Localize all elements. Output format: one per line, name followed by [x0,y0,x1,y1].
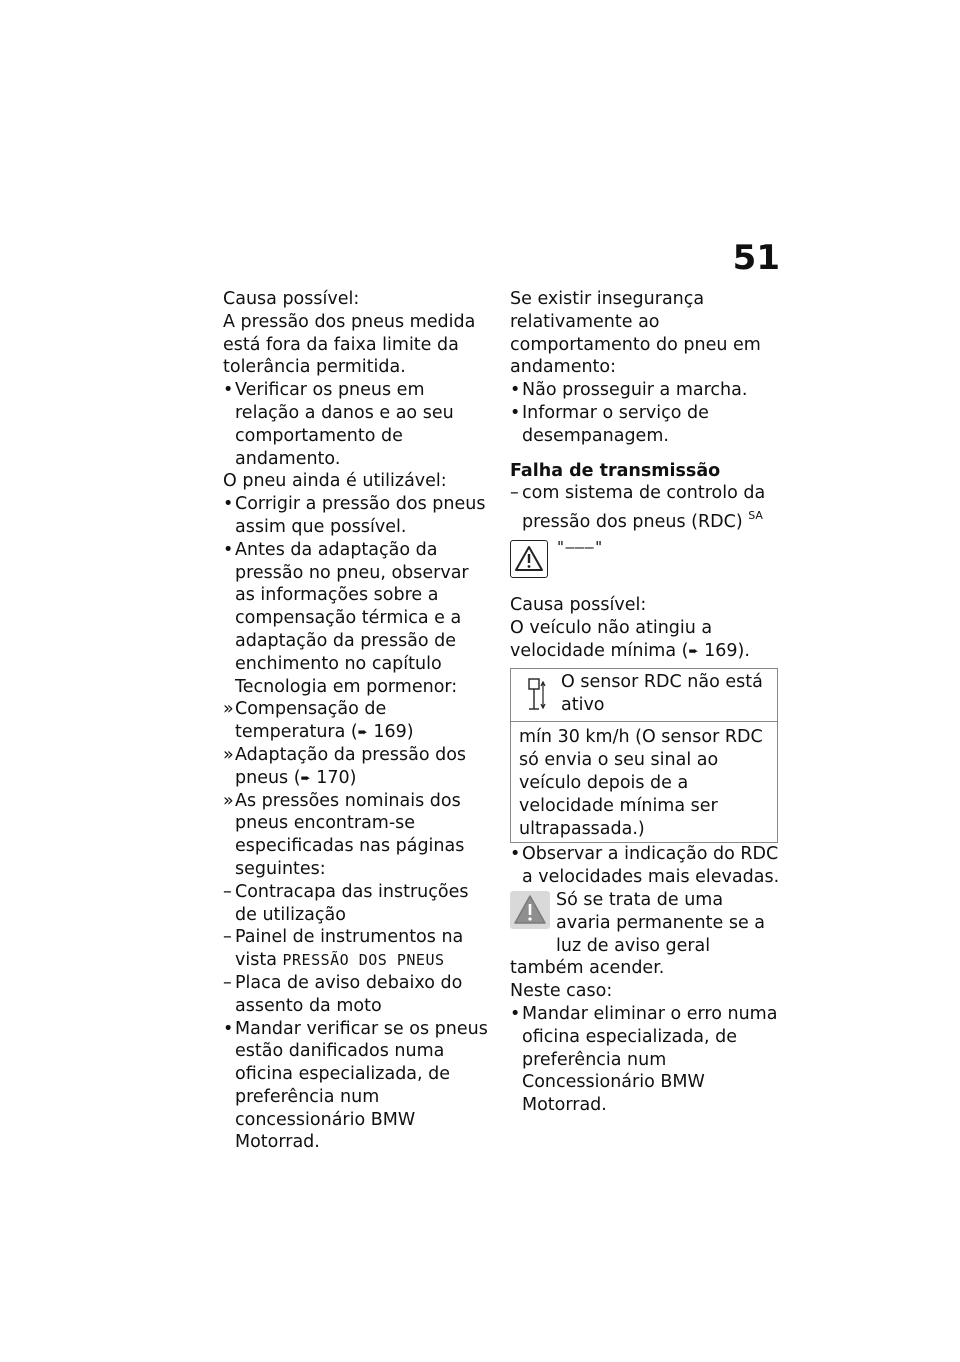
special-equipment-mark: SA [748,509,763,523]
dash-marker: – [223,881,232,902]
dash-text: Contracapa das instruções de utilização [235,881,469,925]
bullet-text: Mandar verificar se os pneus estão danificados numa oficina especializada, de preferência num concessionário BMW Motorrad. [235,1018,488,1153]
bullet-text: Não prosseguir a marcha. [522,380,748,401]
display-code: "–––" [556,537,604,556]
bullet-text: Corrigir a pressão dos pneus assim que possível. [235,494,486,537]
page-reference[interactable]: 169) [373,722,414,743]
dash-marker: – [223,972,232,993]
reference-item [223,790,493,881]
bullet-item [510,379,780,402]
dash-item [223,926,493,972]
page-number: 51 [732,238,780,278]
page-reference[interactable]: 170) [316,767,357,788]
bullet-text: Verificar os pneus em relação a danos e ao seu comportamento de andamento. [235,380,454,469]
intro-text: Se existir insegurança relativamente ao comportamento do pneu em andamento: [510,289,761,378]
bullet-text: Informar o serviço de desempanagem. [522,402,709,446]
reference-text: Adaptação da pressão dos pneus ( [235,744,467,788]
chevron-marker: » [223,744,234,765]
page-ref-arrow-icon: ➨ [300,770,311,785]
chevron-marker: » [223,790,234,811]
bullet-marker: • [223,380,234,401]
reference-item [223,744,493,790]
bullet-item [510,843,780,889]
left-column [223,288,493,1154]
general-warning-note [510,889,780,980]
bullet-text: Observar a indicação do RDC a velocidades mais elevadas. [522,844,780,888]
chevron-marker: » [223,699,234,720]
causa-text: O veículo não atingiu a velocidade mínima (➨ 169). [510,617,750,661]
page-ref-arrow-icon: ➨ [357,725,368,740]
page-ref-arrow-icon: ➨ [688,643,699,658]
causa-sentence: O veículo não atingiu a velocidade mínima [510,617,713,661]
bullet-text: Mandar eliminar o erro numa oficina especializada, de preferência num Concessionário BMW Motorrad. [522,1003,778,1116]
rdc-table-header [511,669,777,722]
dash-text: Placa de aviso debaixo do assento da moto [235,972,463,1016]
dash-text: Painel de instrumentos na vista [235,927,464,971]
warning-note-text: Só se trata de uma avaria permanente se a luz de aviso geral também acender. [510,889,765,979]
rdc-table-body: mín 30 km/h (O sensor RDC só envia o seu sinal ao veículo depois de a velocidade mínima ser ultrapassada.) [519,727,763,839]
bullet-marker: • [510,1003,521,1024]
dash-item [223,881,493,927]
warning-display-row [510,537,780,586]
section-heading: Falha de transmissão [510,460,721,481]
reference-text: As pressões nominais dos pneus encontram-se especificadas nas páginas seguintes: [235,790,465,879]
bullet-item [510,402,780,448]
tire-sensor-icon [525,677,547,718]
causa-label: Causa possível: [223,289,360,309]
bullet-item [510,1003,780,1117]
page-reference[interactable]: 169). [704,640,750,661]
dash-item [223,972,493,1018]
bullet-marker: • [510,844,521,865]
bullet-marker: • [223,1018,234,1039]
rdc-info-table [510,668,778,843]
neste-caso-label: Neste caso: [510,981,613,1002]
bullet-marker: • [223,494,234,515]
bullet-text: Antes da adaptação da pressão no pneu, observar as informações sobre a compensação térmica e a adaptação da pressão de enchimento no capítulo Tecnologia em pormenor: [235,539,469,697]
warning-triangle-icon [510,540,548,578]
general-warning-icon [510,891,550,936]
display-view-name: PRESSÃO DOS PNEUS [282,951,445,970]
bullet-item [223,539,493,699]
bullet-marker: • [510,380,521,401]
bullet-marker: • [223,539,234,560]
bullet-item [223,493,493,539]
pneu-ok-label: O pneu ainda é utilizável: [223,471,447,492]
bullet-item [223,379,493,470]
causa-text: A pressão dos pneus medida está fora da faixa limite da tolerância permitida. [223,311,476,378]
reference-item: » Compensação de temperatura (➨ 169) [223,699,414,743]
dash-marker: – [510,483,519,504]
rdc-status-text: O sensor RDC não está ativo [561,672,763,716]
dash-text: com sistema de controlo da pressão dos pneus (RDC) [522,483,766,533]
causa-label: Causa possível: [510,594,647,615]
bullet-marker: • [510,402,521,423]
dash-item [510,482,780,534]
dash-marker: – [223,927,232,948]
reference-text: Compensação de temperatura [235,699,387,743]
bullet-item [223,1018,493,1155]
right-column [510,288,780,1117]
